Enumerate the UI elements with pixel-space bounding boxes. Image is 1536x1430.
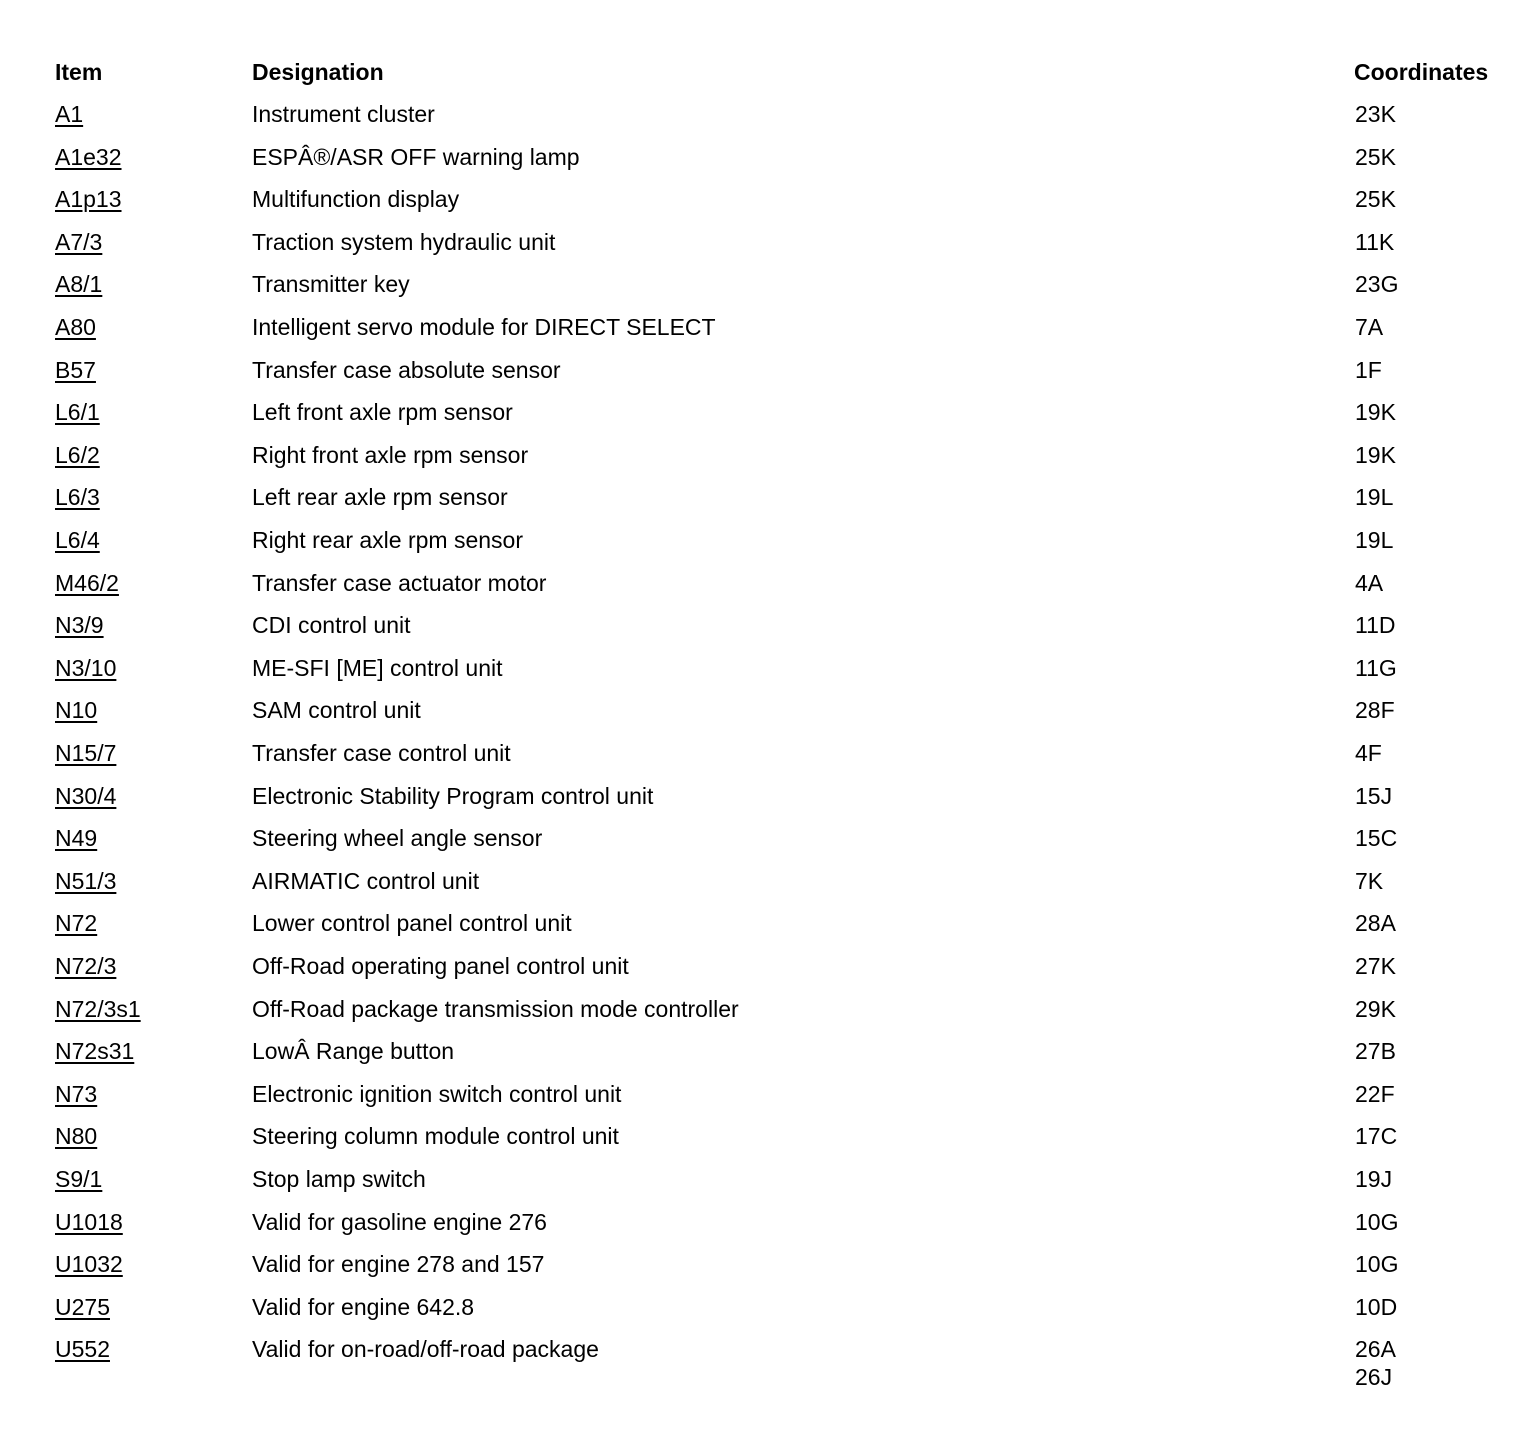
header-item: Item bbox=[55, 59, 103, 85]
item-link[interactable]: A1p13 bbox=[55, 186, 122, 213]
coordinate-value: 7K bbox=[1355, 867, 1384, 894]
coordinates-cell bbox=[1355, 952, 1396, 980]
coordinates-cell bbox=[1355, 739, 1382, 767]
coordinates-cell bbox=[1355, 696, 1395, 724]
coordinate-value: 19K bbox=[1355, 441, 1396, 468]
coordinate-value: 11G bbox=[1355, 654, 1397, 681]
designation-text: Off-Road package transmission mode controller bbox=[252, 995, 739, 1022]
table-row bbox=[0, 143, 1536, 183]
item-link[interactable]: U552 bbox=[55, 1336, 110, 1363]
coordinates-cell bbox=[1355, 1293, 1397, 1321]
table-row bbox=[0, 569, 1536, 609]
designation-text: ME-SFI [ME] control unit bbox=[252, 654, 503, 681]
designation-text: Transfer case actuator motor bbox=[252, 569, 547, 596]
coordinate-value: 7A bbox=[1355, 314, 1384, 340]
coordinate-value: 10G bbox=[1355, 1208, 1399, 1235]
coordinates-cell bbox=[1355, 228, 1394, 256]
coordinates-cell bbox=[1355, 313, 1383, 341]
item-link[interactable]: A8/1 bbox=[55, 271, 103, 298]
coordinate-value: 11K bbox=[1355, 228, 1395, 255]
coordinates-cell bbox=[1355, 1037, 1396, 1065]
coordinate-value: 29K bbox=[1355, 995, 1396, 1022]
coordinates-cell bbox=[1355, 909, 1396, 937]
table-row bbox=[0, 398, 1536, 438]
coordinates-cell bbox=[1355, 782, 1392, 810]
designation-text: Steering wheel angle sensor bbox=[252, 825, 543, 852]
designation-text: Left rear axle rpm sensor bbox=[252, 484, 508, 511]
table-row bbox=[0, 995, 1536, 1035]
coordinates-cell bbox=[1355, 526, 1393, 554]
item-link[interactable]: L6/2 bbox=[55, 441, 100, 468]
item-link[interactable]: N10 bbox=[55, 697, 98, 724]
coordinates-cell bbox=[1355, 1165, 1392, 1193]
item-link[interactable]: N72/3s1 bbox=[55, 995, 141, 1022]
item-link[interactable]: A1 bbox=[55, 101, 84, 127]
item-link[interactable]: U275 bbox=[55, 1293, 110, 1320]
table-row bbox=[0, 1335, 1536, 1391]
designation-text: Valid for engine 642.8 bbox=[252, 1293, 475, 1320]
coordinate-value: 25K bbox=[1355, 143, 1396, 170]
table-row bbox=[0, 483, 1536, 523]
table-row bbox=[0, 441, 1536, 481]
coordinates-cell bbox=[1355, 143, 1396, 171]
table-row bbox=[0, 824, 1536, 864]
table-row bbox=[0, 739, 1536, 779]
designation-text: SAM control unit bbox=[252, 697, 421, 724]
table-row bbox=[0, 782, 1536, 822]
coordinate-value: 17C bbox=[1355, 1123, 1398, 1150]
coordinate-value: 28F bbox=[1355, 697, 1395, 724]
designation-text: Right front axle rpm sensor bbox=[252, 441, 529, 468]
designation-text: AIRMATIC control unit bbox=[252, 867, 480, 894]
coordinate-value: 15C bbox=[1355, 825, 1398, 852]
table-row bbox=[0, 1293, 1536, 1333]
table-row bbox=[0, 526, 1536, 566]
table-row bbox=[0, 611, 1536, 651]
header-designation: Designation bbox=[252, 59, 384, 85]
coordinates-cell bbox=[1355, 185, 1396, 213]
item-link[interactable]: A7/3 bbox=[55, 228, 103, 255]
designation-text: Transmitter key bbox=[252, 271, 410, 298]
table-row bbox=[0, 356, 1536, 396]
table-row bbox=[0, 696, 1536, 736]
coordinates-cell bbox=[1355, 995, 1396, 1023]
designation-text: Stop lamp switch bbox=[252, 1166, 426, 1192]
item-link[interactable]: U1018 bbox=[55, 1208, 123, 1235]
coordinate-value: 19J bbox=[1355, 1166, 1393, 1192]
coordinate-value: 4A bbox=[1355, 569, 1384, 596]
designation-text: Left front axle rpm sensor bbox=[252, 399, 513, 426]
table-row bbox=[0, 1208, 1536, 1248]
designation-text: Off-Road operating panel control unit bbox=[252, 953, 629, 979]
table-row bbox=[0, 228, 1536, 268]
designation-text: Valid for gasoline engine 276 bbox=[252, 1208, 547, 1235]
designation-text: Valid for engine 278 and 157 bbox=[252, 1251, 545, 1278]
coordinate-value: 25K bbox=[1355, 186, 1396, 213]
coordinate-value: 26A bbox=[1355, 1336, 1396, 1363]
coordinate-value: 23K bbox=[1355, 101, 1396, 127]
coordinate-value: 10D bbox=[1355, 1293, 1398, 1320]
item-link[interactable]: N72 bbox=[55, 910, 98, 937]
coordinate-value: 15J bbox=[1355, 782, 1393, 809]
item-link[interactable]: N30/4 bbox=[55, 782, 117, 809]
designation-text: Right rear axle rpm sensor bbox=[252, 527, 523, 553]
coordinate-value: 22F bbox=[1355, 1080, 1395, 1107]
coordinates-cell bbox=[1355, 270, 1398, 298]
table-row bbox=[0, 313, 1536, 353]
coordinates-cell bbox=[1355, 100, 1396, 128]
table-row bbox=[0, 654, 1536, 694]
coordinates-cell bbox=[1355, 824, 1397, 852]
designation-text: Instrument cluster bbox=[252, 101, 435, 127]
table-row bbox=[0, 1165, 1536, 1205]
coordinate-value: 26J bbox=[1355, 1364, 1393, 1391]
coordinate-value: 19L bbox=[1355, 527, 1394, 553]
designation-text: Multifunction display bbox=[252, 186, 460, 213]
designation-text: Electronic ignition switch control unit bbox=[252, 1080, 622, 1107]
coordinate-value: 23G bbox=[1355, 271, 1399, 298]
item-link[interactable]: N72s31 bbox=[55, 1038, 135, 1065]
table-row bbox=[0, 100, 1536, 140]
designation-text: Electronic Stability Program control unit bbox=[252, 782, 654, 809]
coordinates-cell bbox=[1355, 867, 1383, 895]
coordinates-cell bbox=[1355, 611, 1396, 639]
item-link[interactable]: N49 bbox=[55, 825, 98, 852]
coordinate-value: 27K bbox=[1355, 953, 1396, 979]
designation-text: CDI control unit bbox=[252, 612, 411, 639]
item-link[interactable]: M46/2 bbox=[55, 569, 119, 596]
designation-text: Lower control panel control unit bbox=[252, 910, 572, 937]
table-row bbox=[0, 270, 1536, 310]
table-row bbox=[0, 952, 1536, 992]
item-link[interactable]: N15/7 bbox=[55, 740, 117, 766]
designation-text: Intelligent servo module for DIRECT SELECT bbox=[252, 314, 716, 340]
coordinate-value: 1F bbox=[1355, 356, 1382, 383]
designation-text: Transfer case control unit bbox=[252, 740, 511, 766]
item-link[interactable]: B57 bbox=[55, 356, 96, 383]
table-row bbox=[0, 909, 1536, 949]
item-link[interactable]: N80 bbox=[55, 1123, 98, 1150]
coordinates-cell bbox=[1355, 1080, 1395, 1108]
coordinate-value: 19K bbox=[1355, 399, 1396, 426]
coordinates-cell bbox=[1355, 1122, 1397, 1150]
coordinates-cell bbox=[1355, 569, 1383, 597]
designation-text: Valid for on-road/off-road package bbox=[252, 1336, 599, 1363]
coordinate-value: 4F bbox=[1355, 740, 1382, 766]
table-row bbox=[0, 1122, 1536, 1162]
table-row bbox=[0, 867, 1536, 907]
coordinates-cell bbox=[1355, 441, 1396, 469]
item-link[interactable]: L6/3 bbox=[55, 484, 100, 511]
coordinates-cell bbox=[1355, 483, 1393, 511]
designation-text: ESPÂ®/ASR OFF warning lamp bbox=[252, 143, 580, 170]
item-link[interactable]: L6/1 bbox=[55, 399, 100, 426]
table-row bbox=[0, 1250, 1536, 1290]
item-link[interactable]: N3/9 bbox=[55, 612, 104, 639]
item-link[interactable]: N72/3 bbox=[55, 953, 117, 979]
item-link[interactable]: S9/1 bbox=[55, 1166, 103, 1192]
item-link[interactable]: N51/3 bbox=[55, 867, 117, 894]
item-link[interactable]: U1032 bbox=[55, 1251, 123, 1278]
coordinate-value: 27B bbox=[1355, 1038, 1396, 1065]
table-row bbox=[0, 1037, 1536, 1077]
coordinate-value: 10G bbox=[1355, 1251, 1399, 1278]
coordinates-cell bbox=[1355, 654, 1397, 682]
coordinates-cell bbox=[1355, 1250, 1398, 1278]
item-link[interactable]: A1e32 bbox=[55, 143, 122, 170]
item-link[interactable]: N73 bbox=[55, 1080, 98, 1107]
coordinates-cell bbox=[1355, 1335, 1396, 1391]
designation-text: Transfer case absolute sensor bbox=[252, 356, 561, 383]
table-row bbox=[0, 185, 1536, 225]
designation-text: LowÂ Range button bbox=[252, 1038, 455, 1065]
item-link[interactable]: A80 bbox=[55, 314, 96, 340]
coordinates-cell bbox=[1355, 356, 1382, 384]
table-row bbox=[0, 1080, 1536, 1120]
coordinates-cell bbox=[1355, 398, 1396, 426]
header-coordinates: Coordinates bbox=[1354, 59, 1489, 85]
coordinate-value: 19L bbox=[1355, 484, 1394, 511]
coordinate-value: 11D bbox=[1355, 612, 1396, 639]
coordinates-cell bbox=[1355, 1208, 1398, 1236]
coordinate-value: 28A bbox=[1355, 910, 1396, 937]
table-header-row bbox=[0, 58, 1536, 98]
designation-text: Traction system hydraulic unit bbox=[252, 228, 556, 255]
item-link[interactable]: L6/4 bbox=[55, 527, 100, 553]
item-link[interactable]: N3/10 bbox=[55, 654, 117, 681]
designation-text: Steering column module control unit bbox=[252, 1123, 619, 1150]
